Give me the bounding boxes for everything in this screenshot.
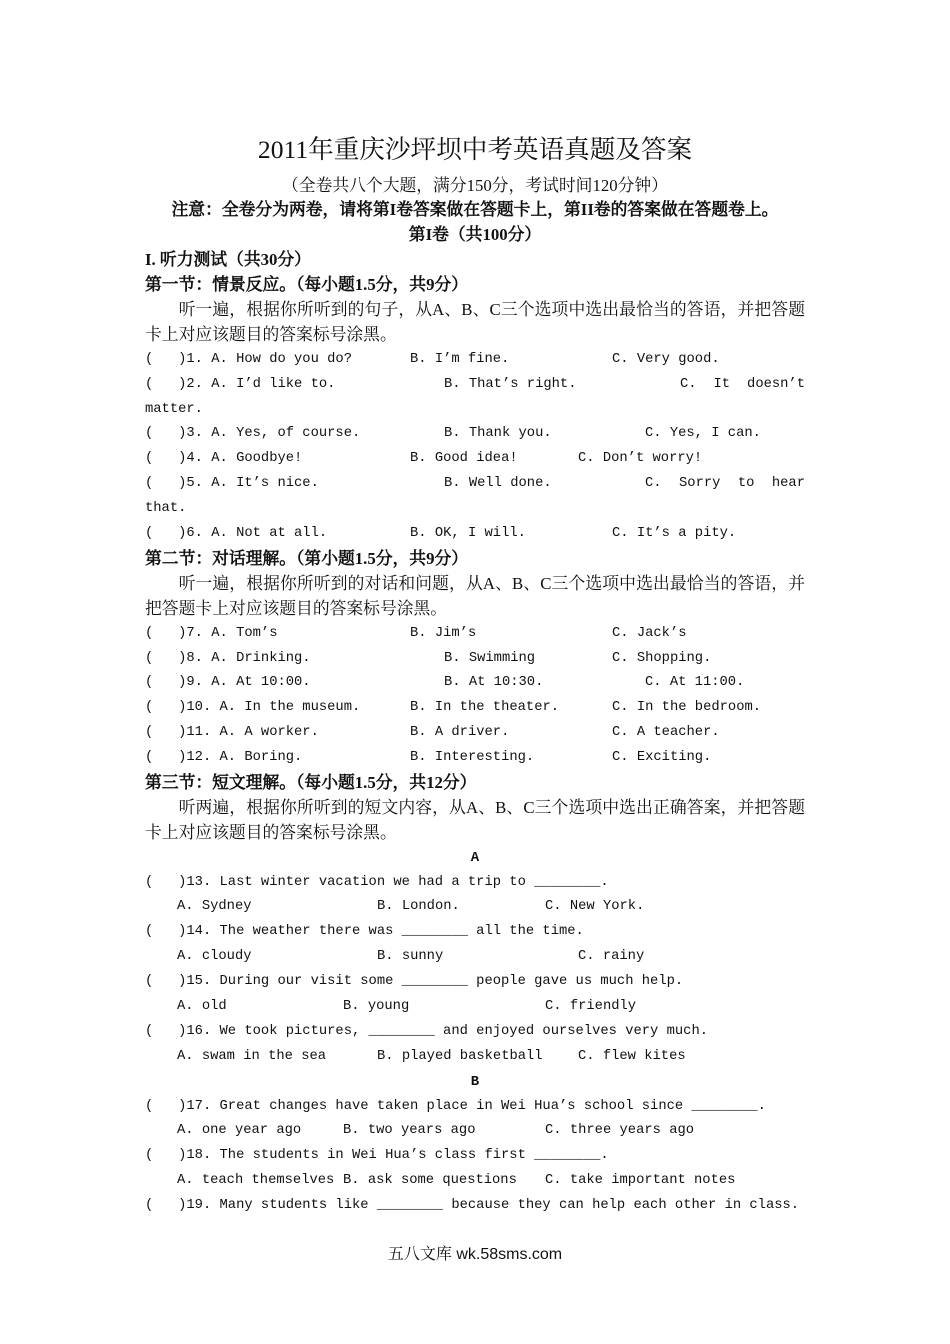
question-head xyxy=(145,671,444,696)
option-b: B. Interesting. xyxy=(410,750,535,766)
question-number: 14. xyxy=(186,924,212,940)
question-number: 19. xyxy=(186,1198,212,1214)
question-row xyxy=(145,422,805,447)
option-a: A. Yes, of course. xyxy=(211,426,361,442)
answer-blank: ( ) xyxy=(145,974,187,990)
question-number: 7. xyxy=(186,625,203,641)
option-b: B. ask some questions xyxy=(343,1173,517,1189)
question-stem: During our visit some ________ people gave us much help. xyxy=(219,974,684,990)
answer-blank: ( ) xyxy=(145,700,187,716)
option-b: B. A driver. xyxy=(410,725,510,741)
passage-b-label: B xyxy=(470,1073,480,1090)
options-row xyxy=(145,945,805,970)
question-head xyxy=(145,447,410,472)
option-a: A. I’d like to. xyxy=(211,376,336,392)
answer-blank: ( ) xyxy=(145,376,187,392)
section2-heading: 第二节：对话理解。（第小题1.5分，共9分） xyxy=(145,548,469,568)
question-stem-row xyxy=(145,1095,805,1120)
question-number: 8. xyxy=(186,650,203,666)
question-number: 2. xyxy=(186,376,203,392)
option-a: A. old xyxy=(177,998,227,1014)
answer-blank: ( ) xyxy=(145,874,187,890)
option-b: B. That’s right. xyxy=(444,376,577,392)
option-b: B. two years ago xyxy=(343,1123,476,1139)
question-row xyxy=(145,746,805,771)
question-stem: Many students like ________ because they can help each other in class. xyxy=(219,1198,800,1214)
volume-heading: 第I卷（共100分） xyxy=(408,225,542,245)
option-a: A. In the museum. xyxy=(219,700,361,716)
answer-blank: ( ) xyxy=(145,924,187,940)
answer-blank: ( ) xyxy=(145,526,187,542)
answer-blank: ( ) xyxy=(145,725,187,741)
option-c: C. Exciting. xyxy=(612,750,712,766)
question-stem: The students in Wei Hua’s class first ________. xyxy=(219,1148,609,1164)
question-row xyxy=(145,721,805,746)
option-c: C. Shopping. xyxy=(612,650,712,666)
question-number: 6. xyxy=(186,526,203,542)
question-stem-row xyxy=(145,1020,805,1045)
section3-instructions-line1: 听两遍，根据你所听到的短文内容，从A、B、C三个选项中选出正确答案，并把答题 xyxy=(178,797,805,817)
option-a: A. How do you do? xyxy=(211,351,352,367)
option-a: A. It’s nice. xyxy=(211,476,319,492)
option-b: B. young xyxy=(343,998,410,1014)
question-stem-row xyxy=(145,1194,805,1219)
answer-blank: ( ) xyxy=(145,750,187,766)
answer-blank: ( ) xyxy=(145,476,187,492)
option-b: B. Jim’s xyxy=(410,625,477,641)
question-row xyxy=(145,622,805,647)
options-row xyxy=(145,895,805,920)
question-number: 11. xyxy=(186,725,212,741)
options-row xyxy=(145,1169,805,1194)
option-b: B. In the theater. xyxy=(410,700,560,716)
answer-blank: ( ) xyxy=(145,650,187,666)
question-head xyxy=(145,622,410,647)
option-b: B. Thank you. xyxy=(444,426,552,442)
option-c: C. Don’t worry! xyxy=(578,451,703,467)
question-head xyxy=(145,348,410,373)
option-c: C. It’s a pity. xyxy=(612,526,737,542)
question-head xyxy=(145,472,444,497)
option-a: A. At 10:00. xyxy=(211,675,311,691)
option-b: B. Swimming xyxy=(444,650,536,666)
option-c: C. three years ago xyxy=(545,1123,695,1139)
section1-instructions-line1: 听一遍，根据你所听到的句子，从A、B、C三个选项中选出最恰当的答语，并把答题 xyxy=(178,300,805,319)
option-a: A. teach themselves xyxy=(177,1173,335,1189)
answer-blank: ( ) xyxy=(145,451,187,467)
option-c: C. In the bedroom. xyxy=(612,700,762,716)
option-b: B. I’m fine. xyxy=(410,351,510,367)
option-a: A. A worker. xyxy=(219,725,319,741)
question-number: 4. xyxy=(186,451,203,467)
option-a: A. Not at all. xyxy=(211,526,328,542)
option-c: C. A teacher. xyxy=(612,725,720,741)
page-title: 2011年重庆沙坪坝中考英语真题及答案 xyxy=(257,135,693,164)
question-number: 15. xyxy=(186,974,212,990)
section2-instructions-line2: 把答题卡上对应该题目的答案标号涂黑。 xyxy=(145,598,448,618)
option-a: A. swam in the sea xyxy=(177,1048,327,1064)
option-c: C. New York. xyxy=(545,899,645,915)
option-a: A. Tom’s xyxy=(211,625,278,641)
question-stem-row xyxy=(145,871,805,896)
option-c: C. friendly xyxy=(545,998,637,1014)
question-stem: We took pictures, ________ and enjoyed ourselves very much. xyxy=(219,1023,709,1039)
option-c: C. It doesn’t matter. xyxy=(145,376,805,417)
question-head xyxy=(145,373,444,398)
answer-blank: ( ) xyxy=(145,625,187,641)
question-stem-row xyxy=(145,970,805,995)
passage-a-label: A xyxy=(470,849,480,866)
exam-subtitle: （全卷共八个大题，满分150分，考试时间120分钟） xyxy=(282,175,668,195)
question-row xyxy=(145,472,805,522)
option-b: B. At 10:30. xyxy=(444,675,544,691)
option-b: B. played basketball xyxy=(377,1048,543,1064)
option-a: A. cloudy xyxy=(177,949,252,965)
option-c: C. flew kites xyxy=(578,1048,686,1064)
option-c: C. At 11:00. xyxy=(645,675,745,691)
question-row xyxy=(145,671,805,696)
answer-blank: ( ) xyxy=(145,1023,187,1039)
question-row xyxy=(145,348,805,373)
question-row xyxy=(145,373,805,423)
question-number: 12. xyxy=(186,750,212,766)
question-number: 18. xyxy=(186,1148,212,1164)
option-a: A. Goodbye! xyxy=(211,451,303,467)
question-number: 9. xyxy=(186,675,203,691)
question-number: 5. xyxy=(186,476,203,492)
question-stem: The weather there was ________ all the time. xyxy=(219,924,584,940)
question-stem-row xyxy=(145,1144,805,1169)
option-c: C. Yes, I can. xyxy=(645,426,761,442)
section2-instructions-line1: 听一遍，根据你所听到的对话和问题，从A、B、C三个选项中选出最恰当的答语，并 xyxy=(178,573,805,593)
exam-notice: 注意：全卷分为两卷，请将第I卷答案做在答题卡上，第II卷的答案做在答题卷上。 xyxy=(171,200,779,220)
answer-blank: ( ) xyxy=(145,426,187,442)
section3-heading: 第三节：短文理解。（每小题1.5分，共12分） xyxy=(145,772,477,792)
page-footer: 五八文库 wk.58sms.com xyxy=(387,1246,563,1263)
option-b: B. sunny xyxy=(377,949,444,965)
option-c: C. Very good. xyxy=(612,351,720,367)
question-stem: Great changes have taken place in Wei Hua’s school since ________. xyxy=(219,1098,766,1114)
exam-content xyxy=(145,132,805,1219)
answer-blank: ( ) xyxy=(145,351,187,367)
option-b: B. Good idea! xyxy=(410,451,518,467)
answer-blank: ( ) xyxy=(145,1198,187,1214)
answer-blank: ( ) xyxy=(145,1098,187,1114)
option-b: B. Well done. xyxy=(444,476,552,492)
option-a: A. one year ago xyxy=(177,1123,302,1139)
question-number: 16. xyxy=(186,1023,212,1039)
option-b: B. OK, I will. xyxy=(410,526,526,542)
answer-blank: ( ) xyxy=(145,675,187,691)
option-b: B. London. xyxy=(377,899,460,915)
options-row xyxy=(145,1045,805,1070)
question-head xyxy=(145,721,410,746)
question-row xyxy=(145,647,805,672)
question-head xyxy=(145,696,410,721)
options-row xyxy=(145,1119,805,1144)
question-stem: Last winter vacation we had a trip to ________. xyxy=(219,874,609,890)
question-stem-row xyxy=(145,920,805,945)
question-number: 13. xyxy=(186,874,212,890)
option-c: C. Sorry to hear that. xyxy=(145,476,805,517)
option-a: A. Drinking. xyxy=(211,650,311,666)
question-number: 10. xyxy=(186,700,212,716)
question-number: 1. xyxy=(186,351,203,367)
part-heading-listening: I. 听力测试（共30分） xyxy=(145,250,311,270)
answer-blank: ( ) xyxy=(145,1148,187,1164)
option-a: A. Boring. xyxy=(219,750,303,766)
section3-instructions-line2: 卡上对应该题目的答案标号涂黑。 xyxy=(145,822,397,842)
question-head xyxy=(145,647,444,672)
section1-heading: 第一节：情景反应。（每小题1.5分，共9分） xyxy=(145,275,469,295)
question-head xyxy=(145,746,410,771)
options-row xyxy=(145,995,805,1020)
question-row xyxy=(145,522,805,547)
question-row xyxy=(145,447,805,472)
question-head xyxy=(145,522,410,547)
section1-instructions-line2: 卡上对应该题目的答案标号涂黑。 xyxy=(145,324,397,344)
question-row xyxy=(145,696,805,721)
question-head xyxy=(145,422,444,447)
option-a: A. Sydney xyxy=(177,899,252,915)
option-c: C. take important notes xyxy=(545,1173,736,1189)
question-number: 17. xyxy=(186,1098,212,1114)
question-number: 3. xyxy=(186,426,203,442)
option-c: C. rainy xyxy=(578,949,645,965)
option-c: C. Jack’s xyxy=(612,625,687,641)
